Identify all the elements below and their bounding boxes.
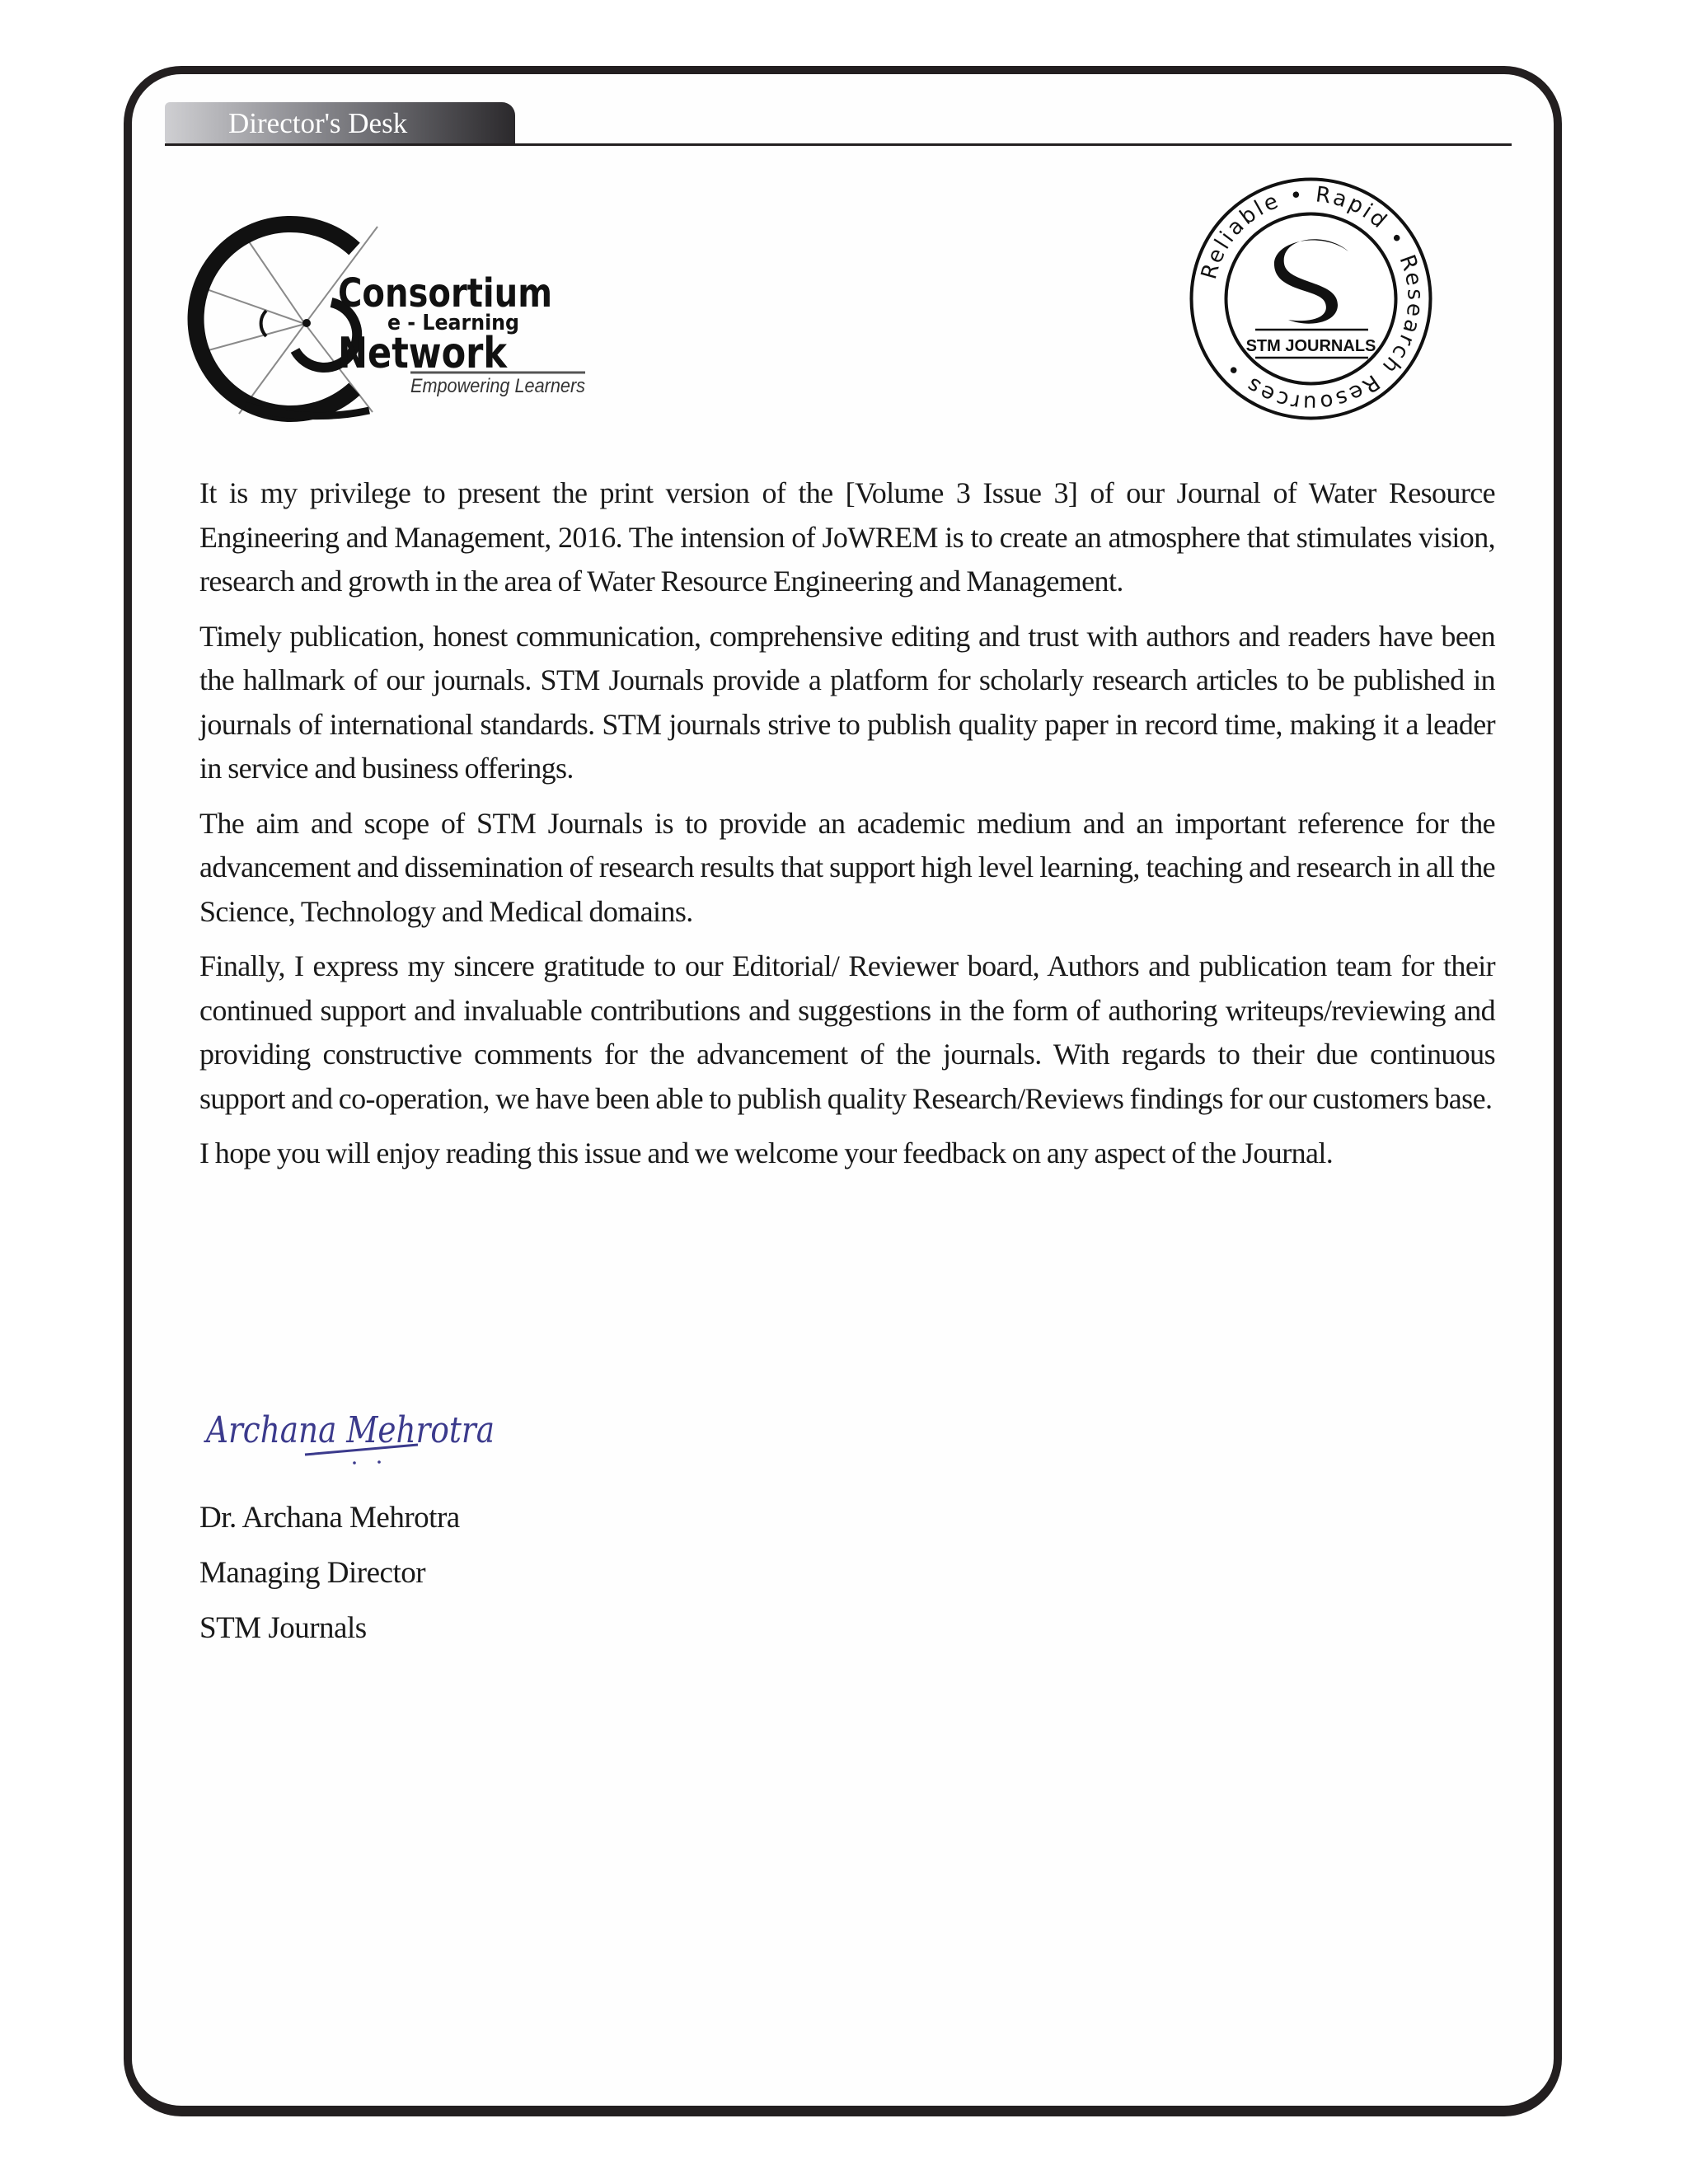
svg-text:Empowering Learners: Empowering Learners xyxy=(410,375,585,397)
stm-journals-seal xyxy=(1185,173,1437,424)
svg-text:e - Learning: e - Learning xyxy=(387,311,519,335)
letter-paragraph-5: I hope you will enjoy reading this issue and we welcome your feedback on any aspect of the Journal. xyxy=(199,1137,1334,1169)
svg-text:Reliable • Rapid • Research Re: Reliable • Rapid • Research Resources • xyxy=(1197,182,1428,415)
letter-paragraph-4: Finally, I express my sincere gratitude to our Editorial/ Reviewer board, Authors and publication team for their continued support and invaluable contributions and suggestions in the form of authoring writeups/reviewing and providing constructive comments for the advancement of the journals. With regards to their due continuous support and co-operation, we have been able to publish quality Research/Reviews findings for our customers base. xyxy=(199,949,1495,1115)
letter-paragraph-3: The aim and scope of STM Journals is to provide an academic medium and an important reference for the advancement and dissemination of research results that support high level learning, teaching and research in all the Science, Technology and Medical domains. xyxy=(199,806,1495,928)
svg-text:Consortium: Consortium xyxy=(338,270,552,316)
section-header-tab xyxy=(165,102,515,145)
letter-paragraph-1: It is my privilege to present the print version of the [Volume 3 Issue 3] of our Journal of Water Resource Engineering and Management, 2016. The intension of JoWREM is to create an atmosphere that stimulates vision, research and growth in the area of Water Resource Engineering and Management. xyxy=(199,476,1495,598)
signatory-name: Dr. Archana Mehrotra xyxy=(199,1501,460,1535)
signatory-organization: STM Journals xyxy=(199,1611,367,1645)
header-rule-divider xyxy=(165,143,1512,146)
section-header-label: Director's Desk xyxy=(228,107,408,139)
signature-block xyxy=(199,1490,460,1656)
consortium-logo xyxy=(181,206,626,429)
stm-seal-icon xyxy=(1185,173,1437,424)
signatory-title: Managing Director xyxy=(199,1556,426,1590)
signature-icon xyxy=(202,1397,515,1475)
consortium-logo-icon xyxy=(181,206,626,429)
svg-text:STM JOURNALS: STM JOURNALS xyxy=(1245,337,1376,355)
handwritten-signature xyxy=(202,1397,515,1475)
letter-body xyxy=(199,471,1495,1187)
svg-text:Network: Network xyxy=(338,329,509,378)
letter-paragraph-2: Timely publication, honest communication, comprehensive editing and trust with authors and readers have been the hallmark of our journals. STM Journals provide a platform for scholarly research articles to be published in journals of international standards. STM journals strive to publish quality paper in record time, making it a leader in service and business offerings. xyxy=(199,619,1495,785)
svg-text:Archana Mehrotra: Archana Mehrotra xyxy=(203,1409,495,1451)
